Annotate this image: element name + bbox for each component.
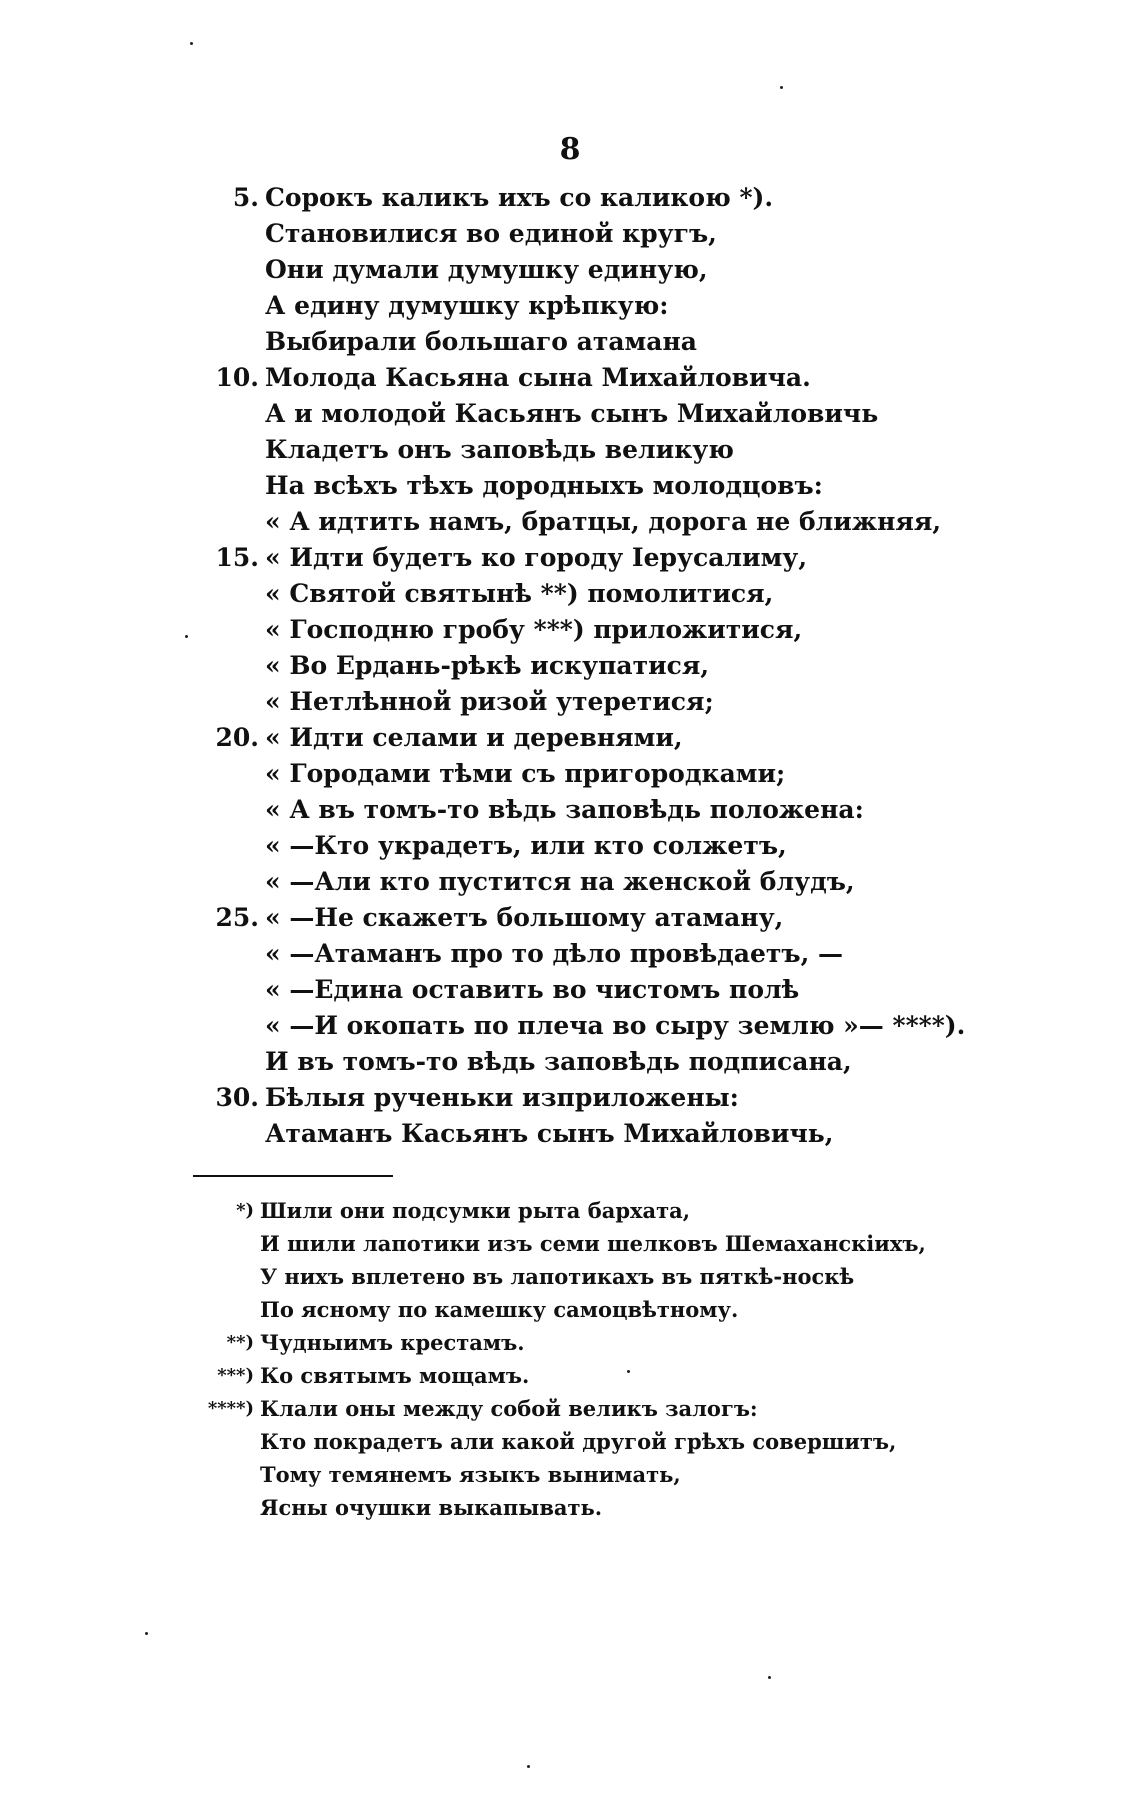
verse-text: « Нетлѣнной ризой утеретися; [265,687,714,716]
verse-line [205,180,1005,216]
verse-line [205,792,1005,828]
verse-line [205,576,1005,612]
print-speck [145,1632,148,1635]
footnote-line [180,1194,1030,1227]
footnote-mark: ***) [217,1365,254,1386]
verse-block [205,180,1005,1152]
footnote-text: Тому темянемъ языкъ вынимать, [260,1462,681,1487]
verse-line [205,936,1005,972]
verse-line [205,1116,1005,1152]
print-speck [780,86,783,89]
verse-text: « —Кто украдетъ, или кто солжетъ, [265,831,787,860]
verse-text: На всѣхъ тѣхъ дородныхъ молодцовъ: [265,471,823,500]
line-number: 5. [232,183,259,212]
verse-line [205,864,1005,900]
verse-text: Атаманъ Касьянъ сынъ Михайловичь, [265,1119,834,1148]
verse-line [205,432,1005,468]
verse-text: « —Едина оставить во чистомъ полѣ [265,975,800,1004]
verse-text: « —И окопать по плеча во сыру землю »— ****). [265,1011,966,1040]
footnote-text: По ясному по камешку самоцвѣтному. [260,1297,739,1322]
footnote-line [180,1260,1030,1293]
verse-line [205,648,1005,684]
verse-line [205,288,1005,324]
verse-line [205,216,1005,252]
footnote-line [180,1392,1030,1425]
verse-line [205,1008,1005,1044]
verse-text: А и молодой Касьянъ сынъ Михайловичь [265,399,879,428]
verse-text: Бѣлыя рученьки изприложены: [265,1083,739,1112]
verse-text: Молода Касьяна сына Михайловича. [265,363,811,392]
verse-line [205,1080,1005,1116]
line-number: 25. [215,903,259,932]
verse-text: Кладетъ онъ заповѣдь великую [265,435,734,464]
print-speck [185,635,188,638]
line-number: 30. [215,1083,259,1112]
footnote-text: У нихъ вплетено въ лапотикахъ въ пяткѣ-носкѣ [260,1264,855,1289]
footnote-text: Клали оны между собой великъ залогъ: [260,1396,758,1421]
footnote-text: И шили лапотики изъ семи шелковъ Шемаханскіихъ, [260,1231,926,1256]
verse-line [205,828,1005,864]
verse-text: « Идти селами и деревнями, [265,723,683,752]
verse-text: « —Али кто пустится на женской блудъ, [265,867,855,896]
footnotes-block [180,1194,1030,1524]
verse-line [205,612,1005,648]
footnote-line [180,1458,1030,1491]
verse-line [205,540,1005,576]
verse-line [205,972,1005,1008]
verse-text: « А идтить намъ, братцы, дорога не ближняя, [265,507,942,536]
page-number: 8 [559,132,581,167]
verse-text: « Святой святынѣ **) помолитися, [265,579,774,608]
verse-line [205,360,1005,396]
footnote-mark: ****) [207,1398,254,1419]
footnote-divider [193,1175,393,1177]
footnote-line [180,1227,1030,1260]
footnote-mark: *) [236,1200,254,1221]
verse-text: « Господню гробу ***) приложитися, [265,615,803,644]
verse-line [205,900,1005,936]
verse-text: Они думали думушку единую, [265,255,708,284]
footnote-text: Кто покрадетъ али какой другой грѣхъ совершитъ, [260,1429,897,1454]
verse-line [205,756,1005,792]
footnote-line [180,1293,1030,1326]
footnote-line [180,1359,1030,1392]
footnote-line [180,1425,1030,1458]
footnote-line [180,1491,1030,1524]
verse-line [205,396,1005,432]
print-speck [627,1370,630,1373]
footnote-text: Шили они подсумки рыта бархата, [260,1198,691,1223]
verse-line [205,468,1005,504]
verse-text: « Идти будетъ ко городу Іерусалиму, [265,543,808,572]
verse-text: « Городами тѣми съ пригородками; [265,759,786,788]
verse-line [205,720,1005,756]
verse-text: И въ томъ-то вѣдь заповѣдь подписана, [265,1047,852,1076]
verse-line [205,504,1005,540]
verse-line [205,684,1005,720]
verse-line [205,252,1005,288]
print-speck [190,42,193,45]
verse-text: Выбирали большаго атамана [265,327,697,356]
verse-text: « А въ томъ-то вѣдь заповѣдь положена: [265,795,864,824]
footnote-line [180,1326,1030,1359]
line-number: 20. [215,723,259,752]
verse-text: « —Не скажетъ большому атаману, [265,903,784,932]
verse-line [205,324,1005,360]
verse-text: А едину думушку крѣпкую: [265,291,669,320]
verse-text: Становилися во единой кругъ, [265,219,717,248]
print-speck [768,1676,771,1679]
verse-text: « —Атаманъ про то дѣло провѣдаетъ, — [265,939,843,968]
print-speck [527,1765,530,1768]
line-number: 10. [215,363,259,392]
verse-text: Сорокъ каликъ ихъ со каликою *). [265,183,774,212]
footnote-text: Ко святымъ мощамъ. [260,1363,530,1388]
footnote-text: Чудныимъ крестамъ. [260,1330,525,1355]
footnote-mark: **) [226,1332,254,1353]
footnote-text: Ясны очушки выкапывать. [260,1495,603,1520]
verse-text: « Во Ердань-рѣкѣ искупатися, [265,651,710,680]
verse-line [205,1044,1005,1080]
line-number: 15. [215,543,259,572]
